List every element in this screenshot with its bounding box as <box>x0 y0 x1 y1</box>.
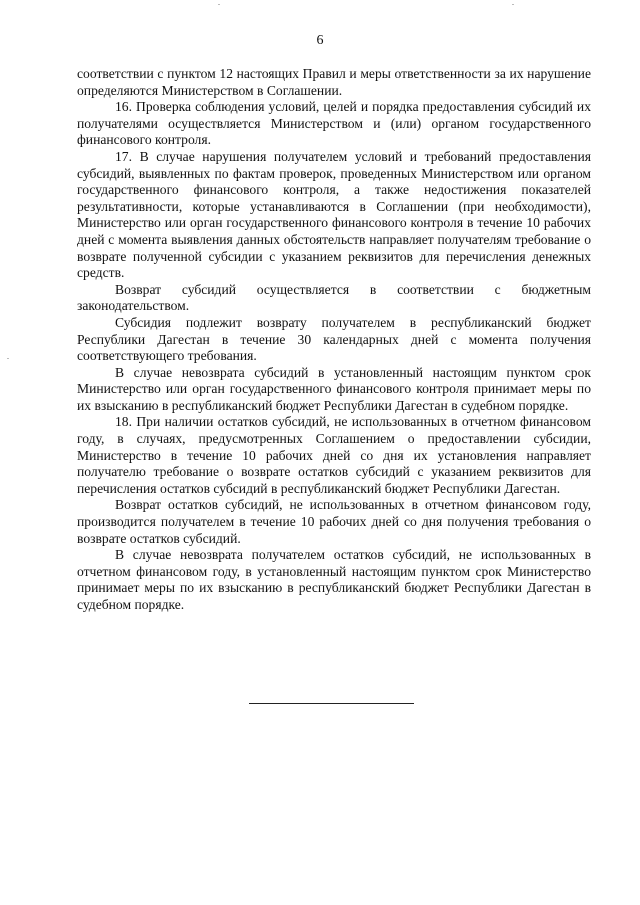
scan-speck <box>512 4 514 5</box>
paragraph-item-18: 18. При наличии остатков субсидий, не использованных в отчетном финансовом году, в случаях, предусмотренных Соглашением о предоставлении субсидии, Министерство в течение 10 рабочих дней со дня их установления направляет получателю требование о возврате остатков субсидий с указанием реквизитов для перечисления остатков субсидий в республиканский бюджет Республики Дагестан. <box>77 414 591 496</box>
paragraph-remainder-refund: Возврат остатков субсидий, не использованных в отчетном финансовом году, производится получателем в течение 10 рабочих дней со дня получения требования о возврате остатков субсидий. <box>77 497 591 546</box>
paragraph-refund-enforcement: В случае невозврата субсидий в установленный настоящим пунктом срок Министерство или орган государственного финансового контроля принимает меры по их взысканию в республиканский бюджет Республики Дагестан в судебном порядке. <box>77 364 591 413</box>
paragraph-remainder-enforcement: В случае невозврата получателем остатков субсидий, не использованных в отчетном финансовом году, в установленный настоящим пунктом срок Министерство принимает меры по их взысканию в республиканский бюджет Республики Дагестан в судебном порядке. <box>77 547 591 612</box>
paragraph-refund-basis: Возврат субсидий осуществляется в соответствии с бюджетным законодательством. <box>77 281 591 314</box>
paragraph-item-16: 16. Проверка соблюдения условий, целей и порядка предоставления субсидий их получателями осуществляется Министерством и (или) органом государственного финансового контроля. <box>77 99 591 148</box>
document-body <box>77 66 591 614</box>
page-number: 6 <box>316 33 324 48</box>
paragraph-continuation: соответствии с пунктом 12 настоящих Правил и меры ответственности за их нарушение определяются Министерством в Соглашении. <box>77 66 591 98</box>
paragraph-refund-deadline: Субсидия подлежит возврату получателем в республиканский бюджет Республики Дагестан в течение 30 календарных дней с момента получения соответствующего требования. <box>77 314 591 364</box>
end-of-document-rule <box>249 703 414 704</box>
paragraph-item-17: 17. В случае нарушения получателем условий и требований предоставления субсидий, выявленных по фактам проверок, проведенных Министерством или органом государственного финансового контроля, а также недостижения показателей результативности, которые устанавливаются в Соглашении (при необходимости), Министерство или орган государственного финансового контроля в течение 10 рабочих дней с момента выявления данных обстоятельств направляет получателям требование о возврате полученной субсидии с указанием реквизитов для перечисления денежных средств. <box>77 148 591 281</box>
scan-speck <box>7 358 9 359</box>
scan-speck <box>218 4 220 5</box>
